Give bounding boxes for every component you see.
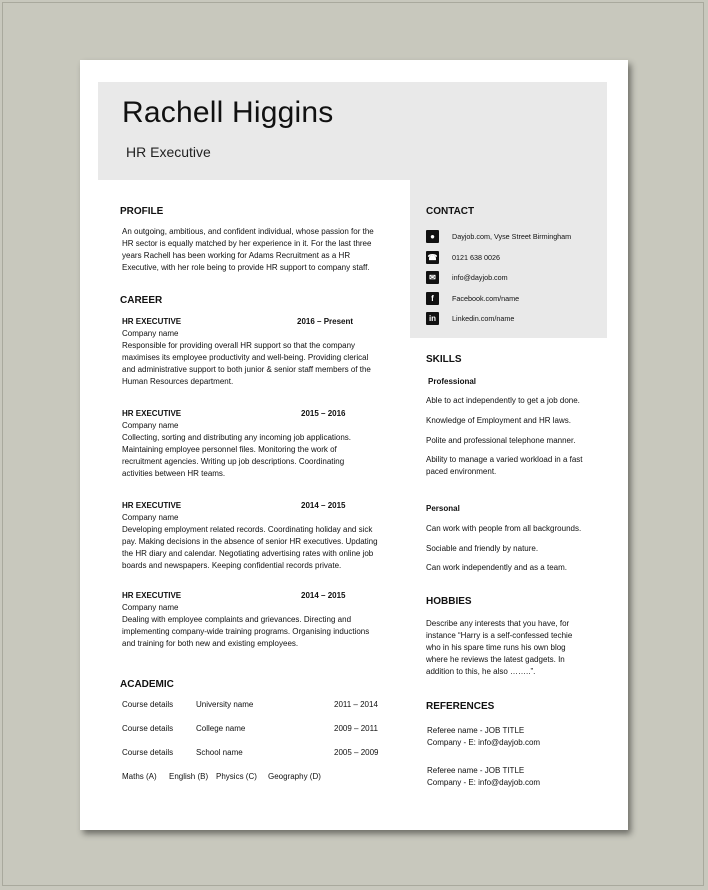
academic-place: University name [196, 700, 254, 709]
subject-grade: Geography (D) [268, 772, 321, 781]
job-line: Responsible for providing overall HR support so that the company [122, 341, 356, 350]
job-line: Collecting, sorting and distributing any incoming job applications. [122, 433, 352, 442]
contact-email [426, 270, 508, 284]
job-dates: 2014 – 2015 [301, 591, 346, 600]
job-company: Company name [122, 513, 179, 522]
job-company: Company name [122, 421, 179, 430]
job-line: Human Resources department. [122, 377, 234, 386]
referee-company: Company - E: info@dayjob.com [427, 738, 541, 747]
contact-facebook [426, 291, 519, 305]
email-icon: ✉ [426, 271, 439, 284]
contact-email-text[interactable]: info@dayjob.com [452, 272, 508, 282]
profile-line: years Rachell has been working for Adams Recruitment as a HR [122, 251, 351, 260]
skills-personal-label: Personal [426, 504, 460, 513]
phone-icon: ☎ [427, 252, 438, 262]
job-title: HR EXECUTIVE [122, 409, 182, 418]
skill-item: Ability to manage a varied workload in a fast paced environment. [426, 455, 583, 477]
skill-item: Able to act independently to get a job done. [426, 396, 580, 405]
profile-line: An outgoing, ambitious, and confident individual, whose passion for the [122, 227, 374, 236]
academic-dates: 2011 – 2014 [334, 700, 378, 709]
contact-phone-text: 0121 638 0026 [452, 252, 500, 262]
job-line: the HR diary and calendar. Negotiating advertising rates with online job [122, 549, 374, 558]
skills-heading: SKILLS [426, 354, 462, 365]
academic-dates: 2009 – 2011 [334, 724, 378, 733]
contact-linkedin-text[interactable]: Linkedin.com/name [452, 313, 515, 323]
job-dates: 2016 – Present [297, 317, 354, 326]
skills-professional-label: Professional [428, 377, 477, 386]
resume-page [80, 60, 628, 830]
job-line: Maintaining employee personnel files. Monitoring the work of [122, 445, 337, 454]
job-title: HR EXECUTIVE [122, 591, 182, 600]
facebook-icon: f [426, 292, 439, 305]
job-line: recruitment agencies. Writing up job descriptions. Coordinating [122, 457, 345, 466]
job-line: and training for both new and existing employees. [122, 639, 299, 648]
career-heading: CAREER [120, 295, 163, 306]
academic-course: Course details [122, 700, 174, 709]
contact-phone [426, 250, 500, 264]
job-line: implementing company-wide training programs. Organising inductions [122, 627, 370, 636]
job-dates: 2015 – 2016 [301, 409, 346, 418]
hobbies-line: Describe any interests that you have, for [426, 619, 570, 628]
hobbies-line: addition to this, he also ……..”. [426, 667, 536, 676]
location-pin-icon: ● [426, 230, 439, 243]
academic-place: College name [196, 724, 246, 733]
job-dates: 2014 – 2015 [301, 501, 346, 510]
subject-grade: English (B) [169, 772, 209, 781]
contact-facebook-text[interactable]: Facebook.com/name [452, 293, 520, 303]
job-title: HR EXECUTIVE [122, 317, 182, 326]
profile-line: Executive, with her role being to provide HR support to company staff. [122, 263, 370, 272]
subject-grade: Physics (C) [216, 772, 257, 781]
academic-course: Course details [122, 748, 174, 757]
references-heading: REFERENCES [426, 701, 495, 712]
referee-name: Referee name - JOB TITLE [427, 766, 525, 775]
job-line: pay. Making decisions in the absence of senior HR executives. Updating [122, 537, 378, 546]
skill-item: Knowledge of Employment and HR laws. [426, 416, 571, 425]
header-band [98, 82, 607, 180]
skill-item: Can work with people from all backgrounds. [426, 524, 582, 533]
academic-course: Course details [122, 724, 174, 733]
candidate-role: HR Executive [126, 144, 211, 160]
profile-line: HR sector is equally matched by her experience in it. For the last three [122, 239, 372, 248]
academic-place: School name [196, 748, 243, 757]
skill-item: Can work independently and as a team. [426, 563, 567, 572]
linkedin-icon: in [426, 312, 439, 325]
job-line: Dealing with employee complaints and grievances. Directing and [122, 615, 352, 624]
job-line: and administrative support to both junior & senior staff members of the [122, 365, 371, 374]
job-line: maximises its employee productivity and well-being. Providing clerical [122, 353, 369, 362]
referee-company: Company - E: info@dayjob.com [427, 778, 541, 787]
contact-address-text: Dayjob.com, Vyse Street Birmingham [452, 231, 572, 241]
job-line: Developing employment related records. Coordinating holiday and sick [122, 525, 373, 534]
hobbies-line: instance “Harry is a self-confessed techie [426, 631, 573, 640]
job-line: activities between HR teams. [122, 469, 226, 478]
hobbies-line: where he reviews the latest gadgets. In [426, 655, 565, 664]
hobbies-heading: HOBBIES [426, 596, 472, 607]
job-company: Company name [122, 329, 179, 338]
hobbies-line: who in his spare time runs his own blog [426, 643, 566, 652]
contact-address [426, 229, 571, 243]
academic-heading: ACADEMIC [120, 679, 174, 690]
job-company: Company name [122, 603, 179, 612]
candidate-name: Rachell Higgins [122, 96, 334, 129]
skill-item: Polite and professional telephone manner. [426, 436, 576, 445]
job-title: HR EXECUTIVE [122, 501, 182, 510]
contact-heading: CONTACT [426, 206, 475, 217]
referee-name: Referee name - JOB TITLE [427, 726, 525, 735]
job-line: boards and newspapers. Keeping confidential records private. [122, 561, 342, 570]
profile-heading: PROFILE [120, 206, 164, 217]
skill-item: Sociable and friendly by nature. [426, 544, 539, 553]
subject-grade: Maths (A) [122, 772, 157, 781]
contact-linkedin [426, 311, 514, 325]
academic-dates: 2005 – 2009 [334, 748, 379, 757]
